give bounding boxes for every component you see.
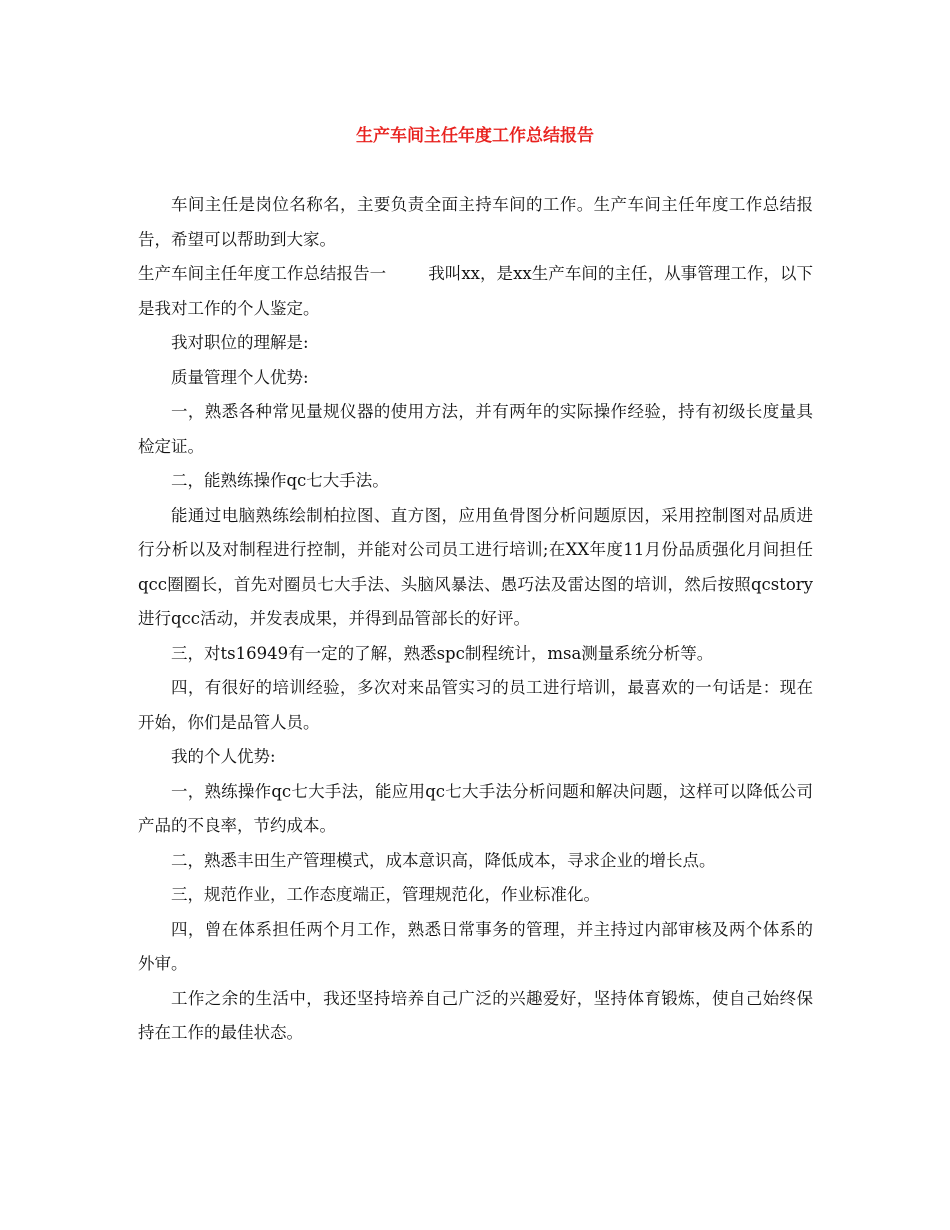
section-paragraph	[138, 257, 813, 326]
body-paragraph: 工作之余的生活中，我还坚持培养自己广泛的兴趣爱好，坚持体育锻炼，使自己始终保持在工作的最佳状态。	[138, 988, 813, 1042]
body-paragraph: 我的个人优势:	[171, 747, 276, 766]
body-paragraph: 能通过电脑熟练绘制柏拉图、直方图，应用鱼骨图分析问题原因，采用控制图对品质进行分析以及对制程进行控制，并能对公司员工进行培训;在XX年度11月份品质强化月间担任qcc圈圈长，首先对圈员七大手法、头脑风暴法、愚巧法及雷达图的培训，然后按照qcstory进行qcc活动，并发表成果，并得到品管部长的好评。	[138, 505, 813, 628]
body-paragraph: 三，对ts16949有一定的了解，熟悉spc制程统计，msa测量系统分析等。	[171, 643, 714, 663]
intro-paragraph: 车间主任是岗位名称名，主要负责全面主持车间的工作。生产车间主任年度工作总结报告，希望可以帮助到大家。	[138, 195, 813, 249]
document-body	[138, 188, 813, 1051]
body-paragraph: 质量管理个人优势:	[171, 367, 309, 387]
body-paragraph: 我对职位的理解是:	[171, 333, 309, 352]
body-paragraph: 四，有很好的培训经验，多次对来品管实习的员工进行培训，最喜欢的一句话是：现在开始，你们是品管人员。	[138, 678, 813, 732]
body-paragraph: 一，熟悉各种常见量规仪器的使用方法，并有两年的实际操作经验，持有初级长度量具检定证。	[138, 402, 813, 456]
body-paragraph: 二，熟悉丰田生产管理模式，成本意识高，降低成本，寻求企业的增长点。	[171, 850, 716, 870]
document-title: 生产车间主任年度工作总结报告	[356, 126, 594, 146]
body-paragraph: 四，曾在体系担任两个月工作，熟悉日常事务的管理，并主持过内部审核及两个体系的外审。	[138, 919, 813, 973]
body-paragraph: 一，熟练操作qc七大手法，能应用qc七大手法分析问题和解决问题，这样可以降低公司产品的不良率，节约成本。	[138, 781, 813, 835]
body-paragraph: 二，能熟练操作qc七大手法。	[171, 471, 389, 490]
section-heading: 生产车间主任年度工作总结报告一	[138, 264, 387, 283]
section-intro: 我叫xx，是xx生产车间的主任，从事管理工作，以下是我对工作的个人鉴定。	[138, 264, 813, 318]
body-paragraph: 三，规范作业，工作态度端正，管理规范化，作业标准化。	[171, 885, 600, 904]
